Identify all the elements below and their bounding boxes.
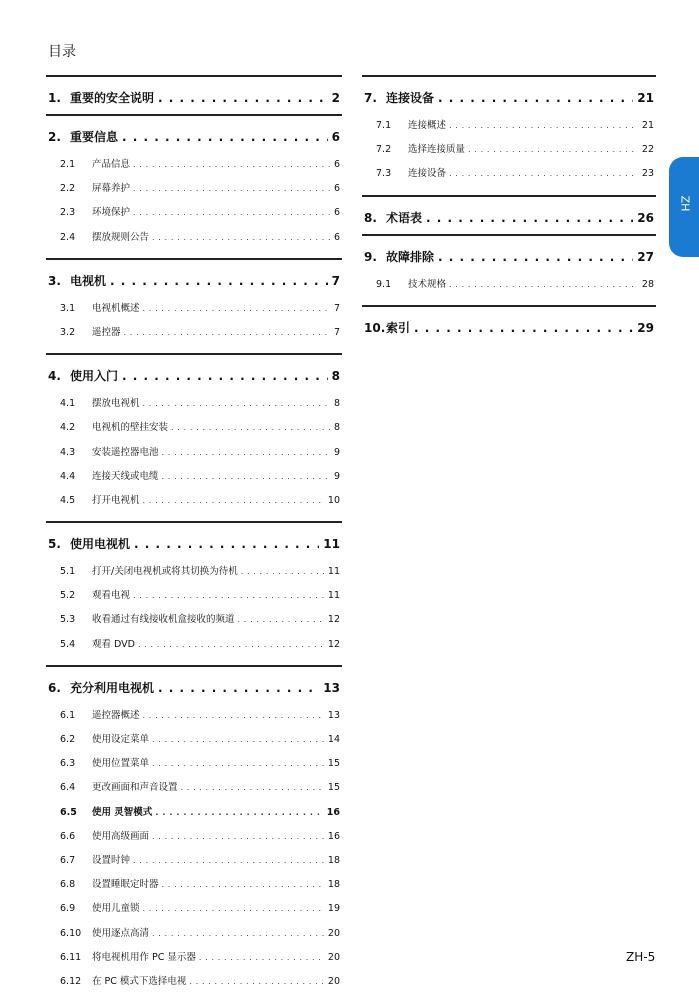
toc-section <box>46 665 342 1002</box>
toc-entry[interactable] <box>46 297 342 321</box>
toc-section-heading[interactable] <box>46 355 342 392</box>
entry-page: 23 <box>641 168 654 180</box>
entry-page: 28 <box>641 278 654 290</box>
dot-leader <box>468 138 638 162</box>
entry-title: 连接概述 <box>408 120 447 131</box>
entry-page: 6 <box>333 207 340 219</box>
dot-leader <box>152 752 324 776</box>
toc-entry[interactable] <box>362 114 656 138</box>
entry-title: 电视机的壁挂安装 <box>92 422 169 434</box>
toc-left-column <box>46 75 342 1002</box>
section-title: 索引 <box>386 320 411 335</box>
entry-title: 环境保护 <box>92 207 131 219</box>
dot-leader <box>133 849 324 873</box>
entry-number: 3.2 <box>60 326 76 338</box>
entry-page: 12 <box>327 614 340 626</box>
dot-leader <box>449 273 638 297</box>
entry-page: 11 <box>327 590 340 602</box>
toc-entry[interactable] <box>46 970 342 994</box>
entry-title: 打开/关闭电视机或将其切换为待机 <box>92 566 238 578</box>
entry-page: 13 <box>327 709 340 721</box>
language-tab-label: ZH <box>678 195 692 212</box>
section-title: 充分利用电视机 <box>70 680 155 695</box>
entry-number: 3.1 <box>60 302 76 314</box>
page-title: 目录 <box>48 44 76 60</box>
toc-section <box>46 114 342 258</box>
entry-title: 收看通过有线接收机盒接收的频道 <box>92 614 235 626</box>
language-tab[interactable] <box>669 157 699 257</box>
section-page: 6 <box>331 130 340 144</box>
entry-title: 产品信息 <box>92 159 131 170</box>
entry-title: 屏幕养护 <box>92 183 131 195</box>
entry-number: 6.7 <box>60 854 76 866</box>
dot-leader <box>238 608 324 632</box>
entry-number: 2.4 <box>60 231 76 243</box>
dot-leader <box>199 946 324 970</box>
toc-section-heading[interactable] <box>362 236 656 273</box>
entry-number: 6.3 <box>60 758 76 770</box>
toc-entry[interactable] <box>46 392 342 416</box>
section-number: 2. <box>48 130 61 144</box>
toc-entry[interactable] <box>46 633 342 657</box>
section-page: 11 <box>323 537 340 552</box>
entry-page: 21 <box>641 120 654 131</box>
toc-entry[interactable] <box>46 201 342 225</box>
toc-section-heading[interactable] <box>362 307 656 344</box>
section-title: 重要的安全说明 <box>70 91 155 105</box>
entry-page: 20 <box>327 927 340 939</box>
entry-title: 遥控器概述 <box>92 709 140 721</box>
entry-page: 7 <box>333 326 340 338</box>
entry-number: 5.2 <box>60 590 76 602</box>
entry-number: 5.3 <box>60 614 76 626</box>
entry-number: 7.3 <box>376 168 392 180</box>
dot-leader <box>241 560 324 584</box>
toc-entry[interactable] <box>46 441 342 465</box>
toc-section-heading[interactable] <box>46 523 342 560</box>
dot-leader <box>162 873 324 897</box>
toc-section-heading[interactable] <box>46 116 342 153</box>
dot-leader <box>143 704 324 728</box>
toc-subsection-list <box>46 392 342 521</box>
dot-leader <box>133 177 330 201</box>
dot-leader <box>143 392 330 416</box>
entry-number: 4.2 <box>60 422 76 434</box>
entry-number: 4.5 <box>60 494 76 506</box>
toc-entry[interactable] <box>46 922 342 946</box>
dot-leader <box>152 728 324 752</box>
section-page: 13 <box>323 680 340 695</box>
entry-number: 6.8 <box>60 879 76 891</box>
toc-entry[interactable] <box>46 153 342 177</box>
toc-section <box>362 195 656 234</box>
dot-leader <box>158 681 319 695</box>
toc-subsection-list <box>46 297 342 353</box>
section-number: 1. <box>48 91 61 105</box>
entry-page: 6 <box>333 183 340 195</box>
section-number: 5. <box>48 537 61 552</box>
entry-title: 技术规格 <box>408 278 447 290</box>
entry-page: 20 <box>327 975 340 987</box>
dot-leader <box>438 91 633 105</box>
toc-entry[interactable] <box>46 801 342 825</box>
toc-entry[interactable] <box>46 226 342 250</box>
toc-entry[interactable] <box>46 321 342 345</box>
section-title: 故障排除 <box>386 249 435 264</box>
page-number: ZH-5 <box>626 950 656 964</box>
entry-page: 16 <box>327 830 340 842</box>
dot-leader <box>152 825 324 849</box>
section-title: 电视机 <box>70 273 107 288</box>
entry-page: 12 <box>327 638 340 650</box>
entry-number: 6.2 <box>60 734 76 745</box>
entry-title: 安装遥控器电池 <box>92 446 159 458</box>
dot-leader <box>426 211 633 225</box>
entry-title: 连接设备 <box>408 168 447 180</box>
toc-subsection-list <box>362 273 656 305</box>
toc-section <box>362 234 656 305</box>
dot-leader <box>110 274 328 288</box>
entry-number: 4.1 <box>60 398 76 410</box>
toc-entry[interactable] <box>46 728 342 752</box>
toc-entry[interactable] <box>46 416 342 440</box>
dot-leader <box>133 201 330 225</box>
toc-section <box>46 75 342 114</box>
dot-leader <box>138 633 324 657</box>
entry-number: 6.10 <box>60 927 82 939</box>
entry-title: 连接天线或电缆 <box>92 470 159 482</box>
toc-subsection-list <box>46 153 342 258</box>
entry-page: 9 <box>333 470 340 482</box>
section-number: 7. <box>364 91 377 105</box>
dot-leader <box>143 897 324 921</box>
entry-title: 电视机概述 <box>92 302 140 314</box>
dot-leader <box>438 250 633 264</box>
entry-number: 4.4 <box>60 470 76 482</box>
entry-title: 打开电视机 <box>92 494 140 506</box>
entry-number: 6.9 <box>60 903 76 915</box>
entry-page: 8 <box>333 422 340 434</box>
section-number: 9. <box>364 249 377 264</box>
dot-leader <box>162 441 330 465</box>
toc-section-heading[interactable] <box>46 667 342 704</box>
entry-title: 观看 DVD <box>92 638 135 650</box>
entry-number: 2.3 <box>60 207 76 219</box>
entry-number: 7.2 <box>376 144 392 156</box>
entry-title: 使用 灵智模式 <box>92 806 153 818</box>
entry-number: 4.3 <box>60 446 76 458</box>
entry-number: 6.4 <box>60 782 76 794</box>
toc-section <box>46 521 342 665</box>
toc-entry[interactable] <box>46 608 342 632</box>
entry-page: 7 <box>333 302 340 314</box>
section-page: 2 <box>331 91 340 105</box>
toc-subsection-list <box>362 114 656 195</box>
entry-page: 6 <box>333 231 340 243</box>
section-title: 使用电视机 <box>70 537 131 552</box>
toc-entry[interactable] <box>46 465 342 489</box>
entry-title: 使用设定菜单 <box>92 734 150 745</box>
toc-entry[interactable] <box>46 752 342 776</box>
dot-leader <box>155 801 322 825</box>
entry-title: 选择连接质量 <box>408 144 466 156</box>
section-title: 使用入门 <box>70 369 119 384</box>
toc-entry[interactable] <box>46 489 342 513</box>
dot-leader <box>189 970 324 994</box>
dot-leader <box>152 922 324 946</box>
toc-entry[interactable] <box>46 873 342 897</box>
entry-number: 6.1 <box>60 709 76 721</box>
section-page: 27 <box>637 249 654 264</box>
toc-entry[interactable] <box>362 138 656 162</box>
dot-leader <box>162 465 330 489</box>
entry-number: 6.5 <box>60 806 77 818</box>
toc-section-heading[interactable] <box>362 197 656 234</box>
entry-number: 5.4 <box>60 638 76 650</box>
toc-section <box>362 305 656 344</box>
dot-leader <box>133 153 330 177</box>
dot-leader <box>122 369 328 383</box>
dot-leader <box>134 537 319 551</box>
entry-title: 使用逐点高清 <box>92 927 150 939</box>
dot-leader <box>143 297 330 321</box>
toc-entry[interactable] <box>46 584 342 608</box>
entry-title: 设置时钟 <box>92 854 131 866</box>
section-number: 8. <box>364 210 377 225</box>
entry-page: 10 <box>327 494 340 506</box>
entry-page: 22 <box>641 144 654 156</box>
toc-section <box>362 75 656 195</box>
entry-page: 19 <box>327 903 340 915</box>
toc-section-heading[interactable] <box>46 77 342 114</box>
entry-number: 2.1 <box>60 159 76 170</box>
toc-entry[interactable] <box>46 897 342 921</box>
toc-right-column <box>362 75 656 344</box>
entry-number: 6.12 <box>60 975 82 987</box>
entry-page: 18 <box>327 854 340 866</box>
dot-leader <box>171 416 330 440</box>
entry-page: 16 <box>326 806 340 818</box>
section-page: 29 <box>637 320 654 335</box>
dot-leader <box>158 91 328 105</box>
toc-entry[interactable] <box>362 273 656 297</box>
dot-leader <box>122 130 328 144</box>
entry-number: 7.1 <box>376 120 392 131</box>
section-title: 重要信息 <box>70 130 119 144</box>
entry-number: 5.1 <box>60 566 76 578</box>
dot-leader <box>414 321 633 335</box>
entry-title: 设置睡眠定时器 <box>92 879 159 891</box>
toc-entry[interactable] <box>46 776 342 800</box>
toc-entry[interactable] <box>46 946 342 970</box>
toc-section <box>46 258 342 353</box>
toc-subsection-list <box>46 560 342 665</box>
entry-title: 将电视机用作 PC 显示器 <box>92 951 196 963</box>
entry-page: 20 <box>327 951 340 963</box>
section-number: 3. <box>48 273 61 288</box>
toc-entry[interactable] <box>46 825 342 849</box>
section-number: 4. <box>48 369 61 384</box>
entry-number: 2.2 <box>60 183 76 195</box>
entry-page: 15 <box>327 758 340 770</box>
dot-leader <box>124 321 330 345</box>
dot-leader <box>449 114 638 138</box>
dot-leader <box>449 162 638 186</box>
toc-entry[interactable] <box>362 162 656 186</box>
section-number: 10. <box>364 320 386 335</box>
dot-leader <box>143 489 324 513</box>
section-title: 术语表 <box>386 210 423 225</box>
toc-entry[interactable] <box>46 560 342 584</box>
section-page: 8 <box>331 369 340 384</box>
entry-title: 观看电视 <box>92 590 131 602</box>
dot-leader <box>133 584 324 608</box>
entry-page: 11 <box>327 566 340 578</box>
section-page: 26 <box>637 210 654 225</box>
entry-title: 遥控器 <box>92 326 121 338</box>
section-page: 21 <box>637 91 654 105</box>
entry-title: 使用位置菜单 <box>92 758 150 770</box>
entry-title: 在 PC 模式下选择电视 <box>92 975 187 987</box>
entry-title: 摆放规则公告 <box>92 231 150 243</box>
toc-entry[interactable] <box>46 704 342 728</box>
entry-page: 18 <box>327 879 340 891</box>
entry-page: 8 <box>333 398 340 410</box>
entry-number: 6.6 <box>60 830 76 842</box>
toc-section <box>46 353 342 521</box>
entry-number: 6.11 <box>60 951 82 963</box>
section-title: 连接设备 <box>386 91 435 105</box>
toc-subsection-list <box>46 704 342 1002</box>
toc-entry[interactable] <box>46 849 342 873</box>
entry-page: 15 <box>327 782 340 794</box>
toc-section-heading[interactable] <box>362 77 656 114</box>
entry-page: 14 <box>327 734 340 745</box>
entry-page: 9 <box>333 446 340 458</box>
toc-entry[interactable] <box>46 177 342 201</box>
toc-section-heading[interactable] <box>46 260 342 297</box>
section-page: 7 <box>331 273 340 288</box>
entry-title: 更改画面和声音设置 <box>92 782 178 794</box>
dot-leader <box>181 776 324 800</box>
entry-title: 摆放电视机 <box>92 398 140 410</box>
section-number: 6. <box>48 680 61 695</box>
entry-title: 使用儿童锁 <box>92 903 140 915</box>
dot-leader <box>152 226 330 250</box>
entry-number: 9.1 <box>376 278 392 290</box>
entry-title: 使用高级画面 <box>92 830 150 842</box>
entry-page: 6 <box>333 159 340 170</box>
